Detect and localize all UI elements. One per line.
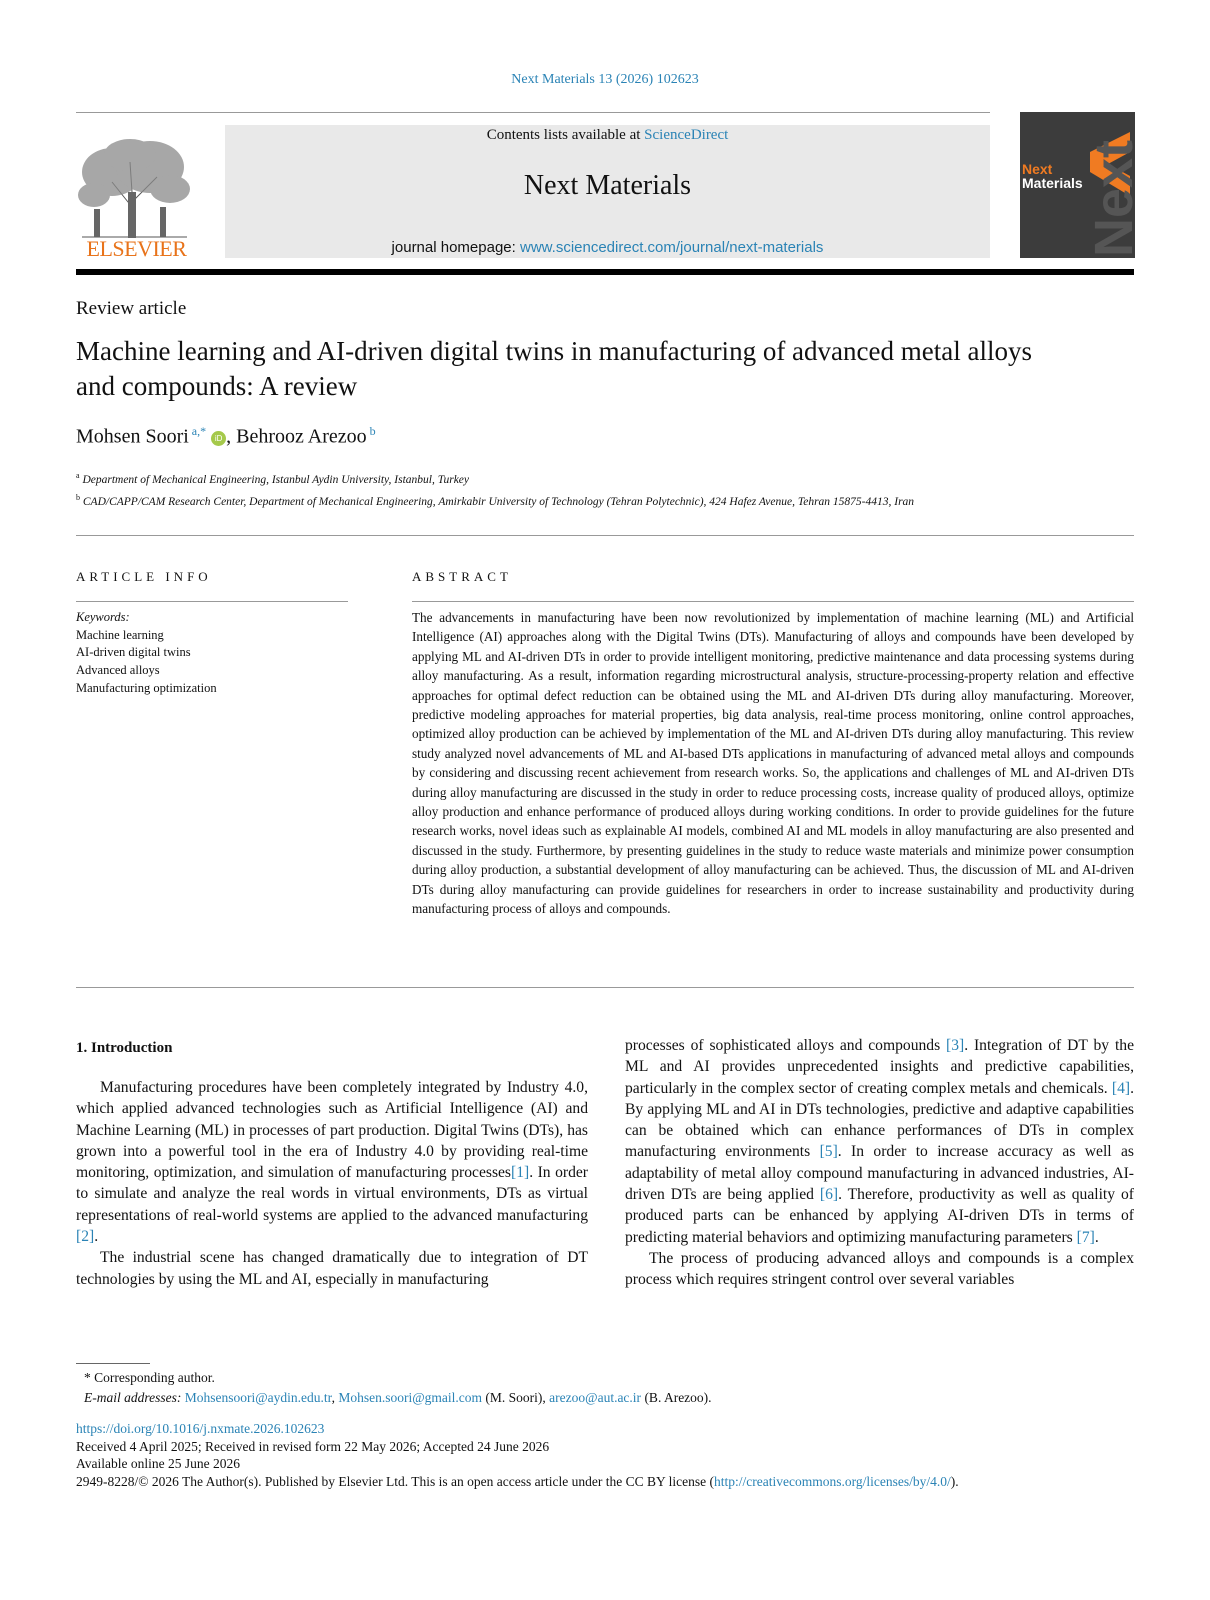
citation-link[interactable]: [3] <box>946 1037 965 1054</box>
abstract-text: The advancements in manufacturing have been now revolutionized by implementation of machine learning (ML) and Artificial Intelligence (AI) approaches along with the Digital Twins (DTs). Manufacturing of alloys and compounds have been developed by applying ML and AI-driven DTs in order to provide intelligent monitoring, predictive maintenance and data processing systems during alloy manufacturing. As a result, information regarding microstructural analysis, structure-processing-property relation and effective approaches for optimal defect reduction can be obtained using the ML and AI-driven DTs during alloy manufacturing. Moreover, predictive modeling approaches for material properties, big data analysis, real-time process monitoring, online control approaches, optimized alloy production can be achieved by implementation of the ML and AI-driven DTs during alloy manufacturing. This review study analyzed novel advancements of ML and AI-based DTs applications in manufacturing of advanced metal alloys and compounds by considering and discussing recent achievement from research works. So, the applications and challenges of ML and AI-driven DTs during alloy manufacturing are discussed in the study in order to reduce processing costs, increase quality of produced alloys, optimize alloy production and enhance performance of produced alloys during working conditions. In order to provide guidelines for the future research works, novel ideas such as explainable AI models, combined AI and ML models in alloy manufacturing are also presented and discussed in the study. Furthermore, by presenting guidelines in the study to reduce waste materials and minimize power consumption during alloy production, a substantial development of alloy manufacturing can be achieved. Thus, the discussion of ML and AI-driven DTs during alloy manufacturing can provide guidelines for researchers in order to increase sustainability and productivity during manufacturing process of alloys and compounds. <box>412 610 1134 917</box>
footnotes <box>84 1368 712 1408</box>
keyword-item: Advanced alloys <box>76 663 160 678</box>
email-link[interactable]: arezoo@aut.ac.ir <box>549 1390 642 1405</box>
header-divider <box>76 269 1134 275</box>
email-link[interactable]: Mohsen.soori@gmail.com <box>338 1390 483 1405</box>
abstract-end-divider <box>76 987 1134 988</box>
author-name: Mohsen Soori <box>76 425 189 448</box>
doi-link[interactable]: https://doi.org/10.1016/j.nxmate.2026.102623 <box>76 1421 325 1436</box>
journal-reference[interactable]: Next Materials 13 (2026) 102623 <box>511 72 699 87</box>
keywords-label: Keywords: <box>76 610 130 624</box>
article-info-divider <box>76 601 348 602</box>
orcid-icon[interactable]: iD <box>211 431 226 446</box>
keyword-item: AI-driven digital twins <box>76 645 191 660</box>
corresponding-author-note: * Corresponding author. <box>84 1370 215 1385</box>
article-title: Machine learning and AI-driven digital twins in manufacturing of advanced metal alloys and compounds: A review <box>76 336 1032 401</box>
citation-link[interactable]: [4] <box>1111 1079 1131 1097</box>
email-link[interactable]: Mohsensoori@aydin.edu.tr <box>184 1390 332 1405</box>
journal-homepage-link[interactable]: www.sciencedirect.com/journal/next-materials <box>519 239 824 256</box>
body-paragraph: processes of sophisticated alloys and compounds [3]. Integration of DT by the ML and AI provides unprecedented insights and predictive capabilities, particularly in the complex sector of creating complex metals and chemicals. [4]. By applying ML and AI in DTs technologies, predictive and adaptive capabilities can be obtained which can enhance performances of DTs in complex manufacturing environments [5]. In order to increase accuracy as well as adaptability of metal alloy compound manufacturing in advanced industries, AI-driven DTs are being applied [6]. Therefore, productivity as well as quality of produced parts can be enhanced by applying AI-driven DTs in terms of predicting material behaviors and optimizing manufacturing parameters [7]. <box>625 1037 1135 1246</box>
keywords-list <box>76 609 217 698</box>
author-affiliation-mark[interactable]: b <box>369 424 376 438</box>
section-heading-introduction: 1. Introduction <box>76 1040 173 1056</box>
elsevier-logo: ELSEVIER <box>86 236 187 261</box>
author-name: Behrooz Arezoo <box>236 425 367 448</box>
article-info-heading: ARTICLE INFO <box>76 569 212 584</box>
citation-link[interactable]: [7] <box>1076 1228 1095 1246</box>
article-type: Review article <box>76 298 187 319</box>
contents-line: Contents lists available at ScienceDirect <box>486 127 729 143</box>
email-addresses: E-mail addresses: Mohsensoori@aydin.edu.tr, Mohsen.soori@gmail.com (M. Soori), arezoo@aut.ac.ir (B. Arezoo). <box>84 1390 712 1405</box>
top-divider <box>76 112 990 113</box>
received-dates: Received 4 April 2025; Received in revised form 22 May 2026; Accepted 24 June 2026 <box>76 1438 550 1454</box>
body-column-right <box>625 1035 1134 1291</box>
citation-link[interactable]: [2] <box>76 1228 95 1246</box>
keyword-item: Machine learning <box>76 627 164 642</box>
affiliation-item: $^a$ Department of Mechanical Engineering, Istanbul Aydin University, Istanbul, Turkey <box>76 471 470 486</box>
keyword-item: Manufacturing optimization <box>76 680 217 695</box>
citation-link[interactable]: [1] <box>511 1164 530 1182</box>
cover-title: Next Materials <box>1022 161 1083 191</box>
body-paragraph: Manufacturing procedures have been completely integrated by Industry 4.0, which applied advanced technologies such as Artificial Intelligence (AI) and Machine Learning (ML) in processes of part production. Digital Twins (DTs), has grown into a powerful tool in the era of Industry 4.0 by providing real-time monitoring, optimization, and simulation of manufacturing processes[1]. In order to simulate and analyze the real words in virtual environments, DTs as virtual representations of real-world systems are applied to the advanced manufacturing [2]. <box>76 1079 588 1246</box>
publication-info <box>76 1420 959 1490</box>
sciencedirect-link[interactable]: ScienceDirect <box>644 127 729 143</box>
affiliation-divider <box>76 535 1134 536</box>
author-list: Mohsen Soori $^{a,*}$ iD , Behrooz Arezoo $^b$ <box>76 424 376 448</box>
author-affiliation-mark[interactable]: a,* <box>191 424 207 438</box>
footnote-divider <box>76 1363 150 1364</box>
journal-cover-thumbnail[interactable] <box>1020 112 1144 258</box>
abstract-divider <box>412 601 1134 602</box>
license-link[interactable]: http://creativecommons.org/licenses/by/4.0/ <box>714 1473 951 1489</box>
body-paragraph: The process of producing advanced alloys and compounds is a complex process which requires stringent control over several variables <box>625 1249 1134 1289</box>
affiliations <box>76 467 996 511</box>
affiliation-item: $^b$ CAD/CAPP/CAM Research Center, Department of Mechanical Engineering, Amirkabir University of Technology (Tehran Polytechnic), 424 Hafez Avenue, Tehran 15875-4413, Iran <box>76 492 915 508</box>
body-paragraph: The industrial scene has changed dramatically due to integration of DT technologies by using the ML and AI, especially in manufacturing <box>76 1249 588 1288</box>
license-line: 2949-8228/© 2026 The Author(s). Published by Elsevier Ltd. This is an open access article under the CC BY license (http://creativecommons.org/licenses/by/4.0/). <box>76 1473 959 1489</box>
homepage-line: journal homepage: www.sciencedirect.com/journal/next-materials <box>391 239 824 256</box>
journal-name: Next Materials <box>523 170 692 201</box>
available-online: Available online 25 June 2026 <box>76 1456 240 1471</box>
svg-text:Next: Next <box>1084 139 1144 257</box>
body-column-left <box>76 1077 588 1290</box>
abstract-heading: ABSTRACT <box>412 569 512 584</box>
citation-link[interactable]: [6] <box>819 1186 839 1204</box>
citation-link[interactable]: [5] <box>819 1143 838 1161</box>
